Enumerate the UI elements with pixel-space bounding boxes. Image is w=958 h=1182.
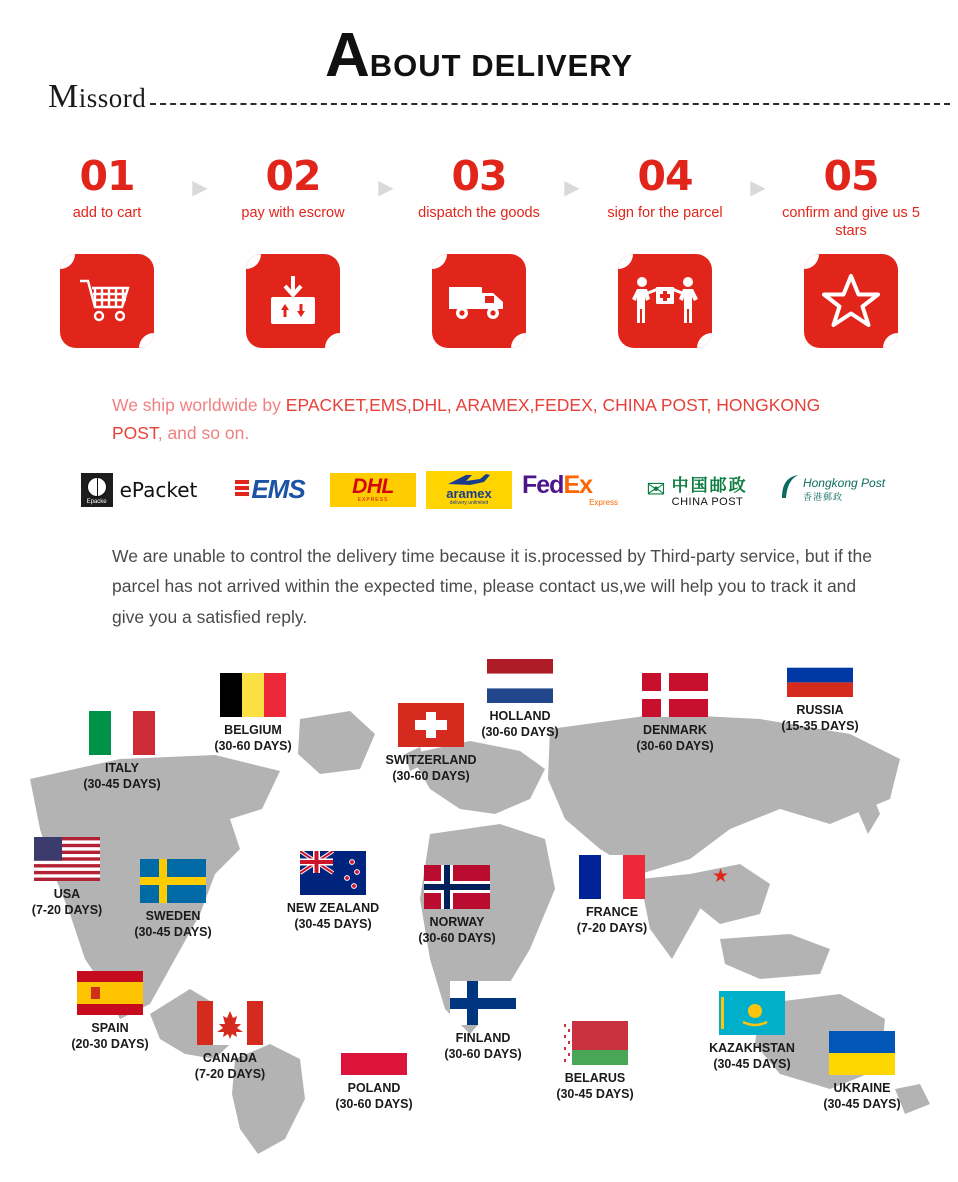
country-name: NEW ZEALAND <box>286 900 380 915</box>
country-pin-norway <box>382 865 532 948</box>
country-days: (30-45 DAYS) <box>556 1087 634 1102</box>
country-days: (7-20 DAYS) <box>31 903 103 918</box>
country-days: (30-45 DAYS) <box>134 925 212 940</box>
country-name: RUSSIA <box>796 702 844 717</box>
step-icons <box>0 254 958 348</box>
step-01 <box>31 152 183 223</box>
country-name: CANADA <box>202 1050 258 1065</box>
step-number: 03 <box>451 152 507 200</box>
country-days: (30-60 DAYS) <box>444 1047 522 1062</box>
sweden-flag <box>140 859 206 903</box>
step-icon-slot-3 <box>403 254 555 348</box>
ship-text-lead: We ship worldwide by <box>112 395 286 416</box>
hongkong-post-cn-label: 香港郵政 <box>802 492 843 503</box>
ship-text-carriers: EPACKET,EMS,DHL, ARAMEX,FEDEX, CHINA POST, HONGKONG POST <box>112 395 821 443</box>
country-days: (30-60 DAYS) <box>214 739 292 754</box>
page-title-initial: A <box>325 21 369 90</box>
step-arrow-icon: ▶ <box>378 177 394 199</box>
usa-flag <box>34 837 100 881</box>
country-days: (30-45 DAYS) <box>83 777 161 792</box>
step-label: sign for the parcel <box>607 205 723 221</box>
country-name: SWITZERLAND <box>385 752 477 767</box>
step-number: 05 <box>823 152 879 200</box>
dhl-sub-label: EXPRESS <box>357 497 389 504</box>
hongkong-post-en-label: Hongkong Post <box>802 476 886 491</box>
country-name: UKRAINE <box>833 1080 891 1095</box>
kazakhstan-flag <box>719 991 785 1035</box>
china-post-cn-label: 中国邮政 <box>671 476 748 496</box>
country-days: (30-60 DAYS) <box>481 725 559 740</box>
shopping-cart-icon <box>60 254 154 348</box>
fedex-logo <box>522 469 622 511</box>
brand-name: issord <box>78 83 147 113</box>
belgium-flag <box>220 673 286 717</box>
russia-flag <box>787 653 853 697</box>
finland-flag <box>450 981 516 1025</box>
step-number: 04 <box>637 152 693 200</box>
country-pin-italy <box>47 711 197 794</box>
fedex-label-fed: Fed <box>522 470 564 499</box>
country-pin-belgium <box>178 673 328 756</box>
ukraine-flag <box>829 1031 895 1075</box>
country-days: (30-60 DAYS) <box>636 739 714 754</box>
world-map <box>0 659 958 1159</box>
star-icon <box>804 254 898 348</box>
canada-flag <box>197 1001 263 1045</box>
country-name: FRANCE <box>585 904 639 919</box>
fedex-label <box>522 470 593 499</box>
page-title-rest: BOUT DELIVERY <box>369 48 634 83</box>
step-icon-slot-2 <box>217 254 369 348</box>
step-arrow-icon: ▶ <box>564 177 580 199</box>
new-zealand-flag <box>300 851 366 895</box>
aramex-sub-label: delivery unlimited <box>449 500 489 507</box>
country-days: (30-60 DAYS) <box>392 769 470 784</box>
country-pin-belarus <box>520 1021 670 1104</box>
country-name: NORWAY <box>429 914 485 929</box>
parcel-handover-icon <box>618 254 712 348</box>
aramex-label: aramex <box>446 486 492 502</box>
epacket-badge-text: Epacke <box>86 498 107 505</box>
epacket-badge-icon <box>81 473 113 507</box>
ship-text-tail: , and so on. <box>157 422 250 443</box>
page-header <box>0 0 958 130</box>
china-location-marker: ★ <box>712 865 730 887</box>
ems-label: EMS <box>235 474 304 505</box>
step-number: 02 <box>265 152 321 200</box>
carrier-logo-row <box>68 469 958 511</box>
country-days: (30-45 DAYS) <box>713 1057 791 1072</box>
airplane-icon <box>446 473 492 487</box>
header-divider <box>150 103 950 105</box>
country-name: SPAIN <box>91 1020 129 1035</box>
china-post-mark-icon: ✉ <box>646 476 666 503</box>
country-name: HOLLAND <box>489 708 551 723</box>
step-label: confirm and give us 5 stars <box>782 205 920 239</box>
epacket-logo <box>68 469 210 511</box>
country-days: (20-30 DAYS) <box>71 1037 149 1052</box>
country-days: (15-35 DAYS) <box>781 719 859 734</box>
step-arrow-icon: ▶ <box>192 177 208 199</box>
step-number: 01 <box>79 152 135 200</box>
country-name: BELGIUM <box>224 722 282 737</box>
china-post-logo <box>632 469 762 511</box>
delivery-truck-icon <box>432 254 526 348</box>
step-02 <box>217 152 369 223</box>
country-name: FINLAND <box>455 1030 511 1045</box>
country-name: SWEDEN <box>145 908 201 923</box>
step-label: pay with escrow <box>241 205 345 221</box>
country-name: KAZAKHSTAN <box>709 1040 795 1055</box>
country-pin-canada <box>155 1001 305 1084</box>
shipping-carriers-text <box>112 392 872 446</box>
hongkong-post-mark-icon <box>779 474 801 505</box>
delivery-disclaimer-text: We are unable to control the delivery time because it is.processed by Third-party service, but if the parcel has not arrived within the expected time, please contact us,we will help you to track it and give you a satisfied reply. <box>112 545 873 627</box>
country-name: BELARUS <box>564 1070 626 1085</box>
step-05 <box>775 152 927 240</box>
brand-logo <box>48 78 146 116</box>
step-arrow-icon: ▶ <box>750 177 766 199</box>
country-days: (7-20 DAYS) <box>576 921 648 936</box>
fedex-sub-label: Express <box>589 497 618 507</box>
country-pin-ukraine <box>787 1031 937 1114</box>
fedex-label-ex: Ex <box>563 470 593 499</box>
country-pin-france <box>537 855 687 938</box>
step-04 <box>589 152 741 223</box>
poland-flag <box>341 1031 407 1075</box>
package-download-icon <box>246 254 340 348</box>
country-name: ITALY <box>104 760 140 775</box>
belarus-flag <box>562 1021 628 1065</box>
italy-flag <box>89 711 155 755</box>
step-03 <box>403 152 555 223</box>
page-title <box>325 21 634 90</box>
step-label: add to cart <box>72 205 142 221</box>
country-days: (30-60 DAYS) <box>418 931 496 946</box>
country-name: POLAND <box>347 1080 401 1095</box>
step-label: dispatch the goods <box>418 205 540 221</box>
hongkong-post-logo <box>772 469 892 511</box>
country-pin-sweden <box>98 859 248 942</box>
ems-logo <box>220 469 320 511</box>
holland-flag <box>487 659 553 703</box>
dhl-label: DHL <box>352 475 394 499</box>
country-name: USA <box>53 886 81 901</box>
country-name: DENMARK <box>643 722 707 737</box>
country-days: (30-45 DAYS) <box>294 917 372 932</box>
norway-flag <box>424 865 490 909</box>
delivery-steps <box>0 152 958 240</box>
spain-flag <box>77 971 143 1015</box>
globe-icon <box>87 477 107 497</box>
denmark-flag <box>642 673 708 717</box>
step-icon-slot-5 <box>775 254 927 348</box>
step-icon-slot-4 <box>589 254 741 348</box>
dhl-logo <box>330 473 416 507</box>
country-pin-holland <box>445 659 595 742</box>
china-post-en-label: CHINA POST <box>671 496 744 509</box>
country-pin-russia <box>745 653 895 736</box>
country-pin-denmark <box>600 673 750 756</box>
epacket-label: ePacket <box>119 477 198 502</box>
france-flag <box>579 855 645 899</box>
country-days: (30-45 DAYS) <box>823 1097 901 1112</box>
step-icon-slot-1 <box>31 254 183 348</box>
country-days: (7-20 DAYS) <box>194 1067 266 1082</box>
country-days: (30-60 DAYS) <box>335 1097 413 1112</box>
aramex-logo <box>426 471 512 509</box>
brand-initial: M <box>48 78 79 115</box>
